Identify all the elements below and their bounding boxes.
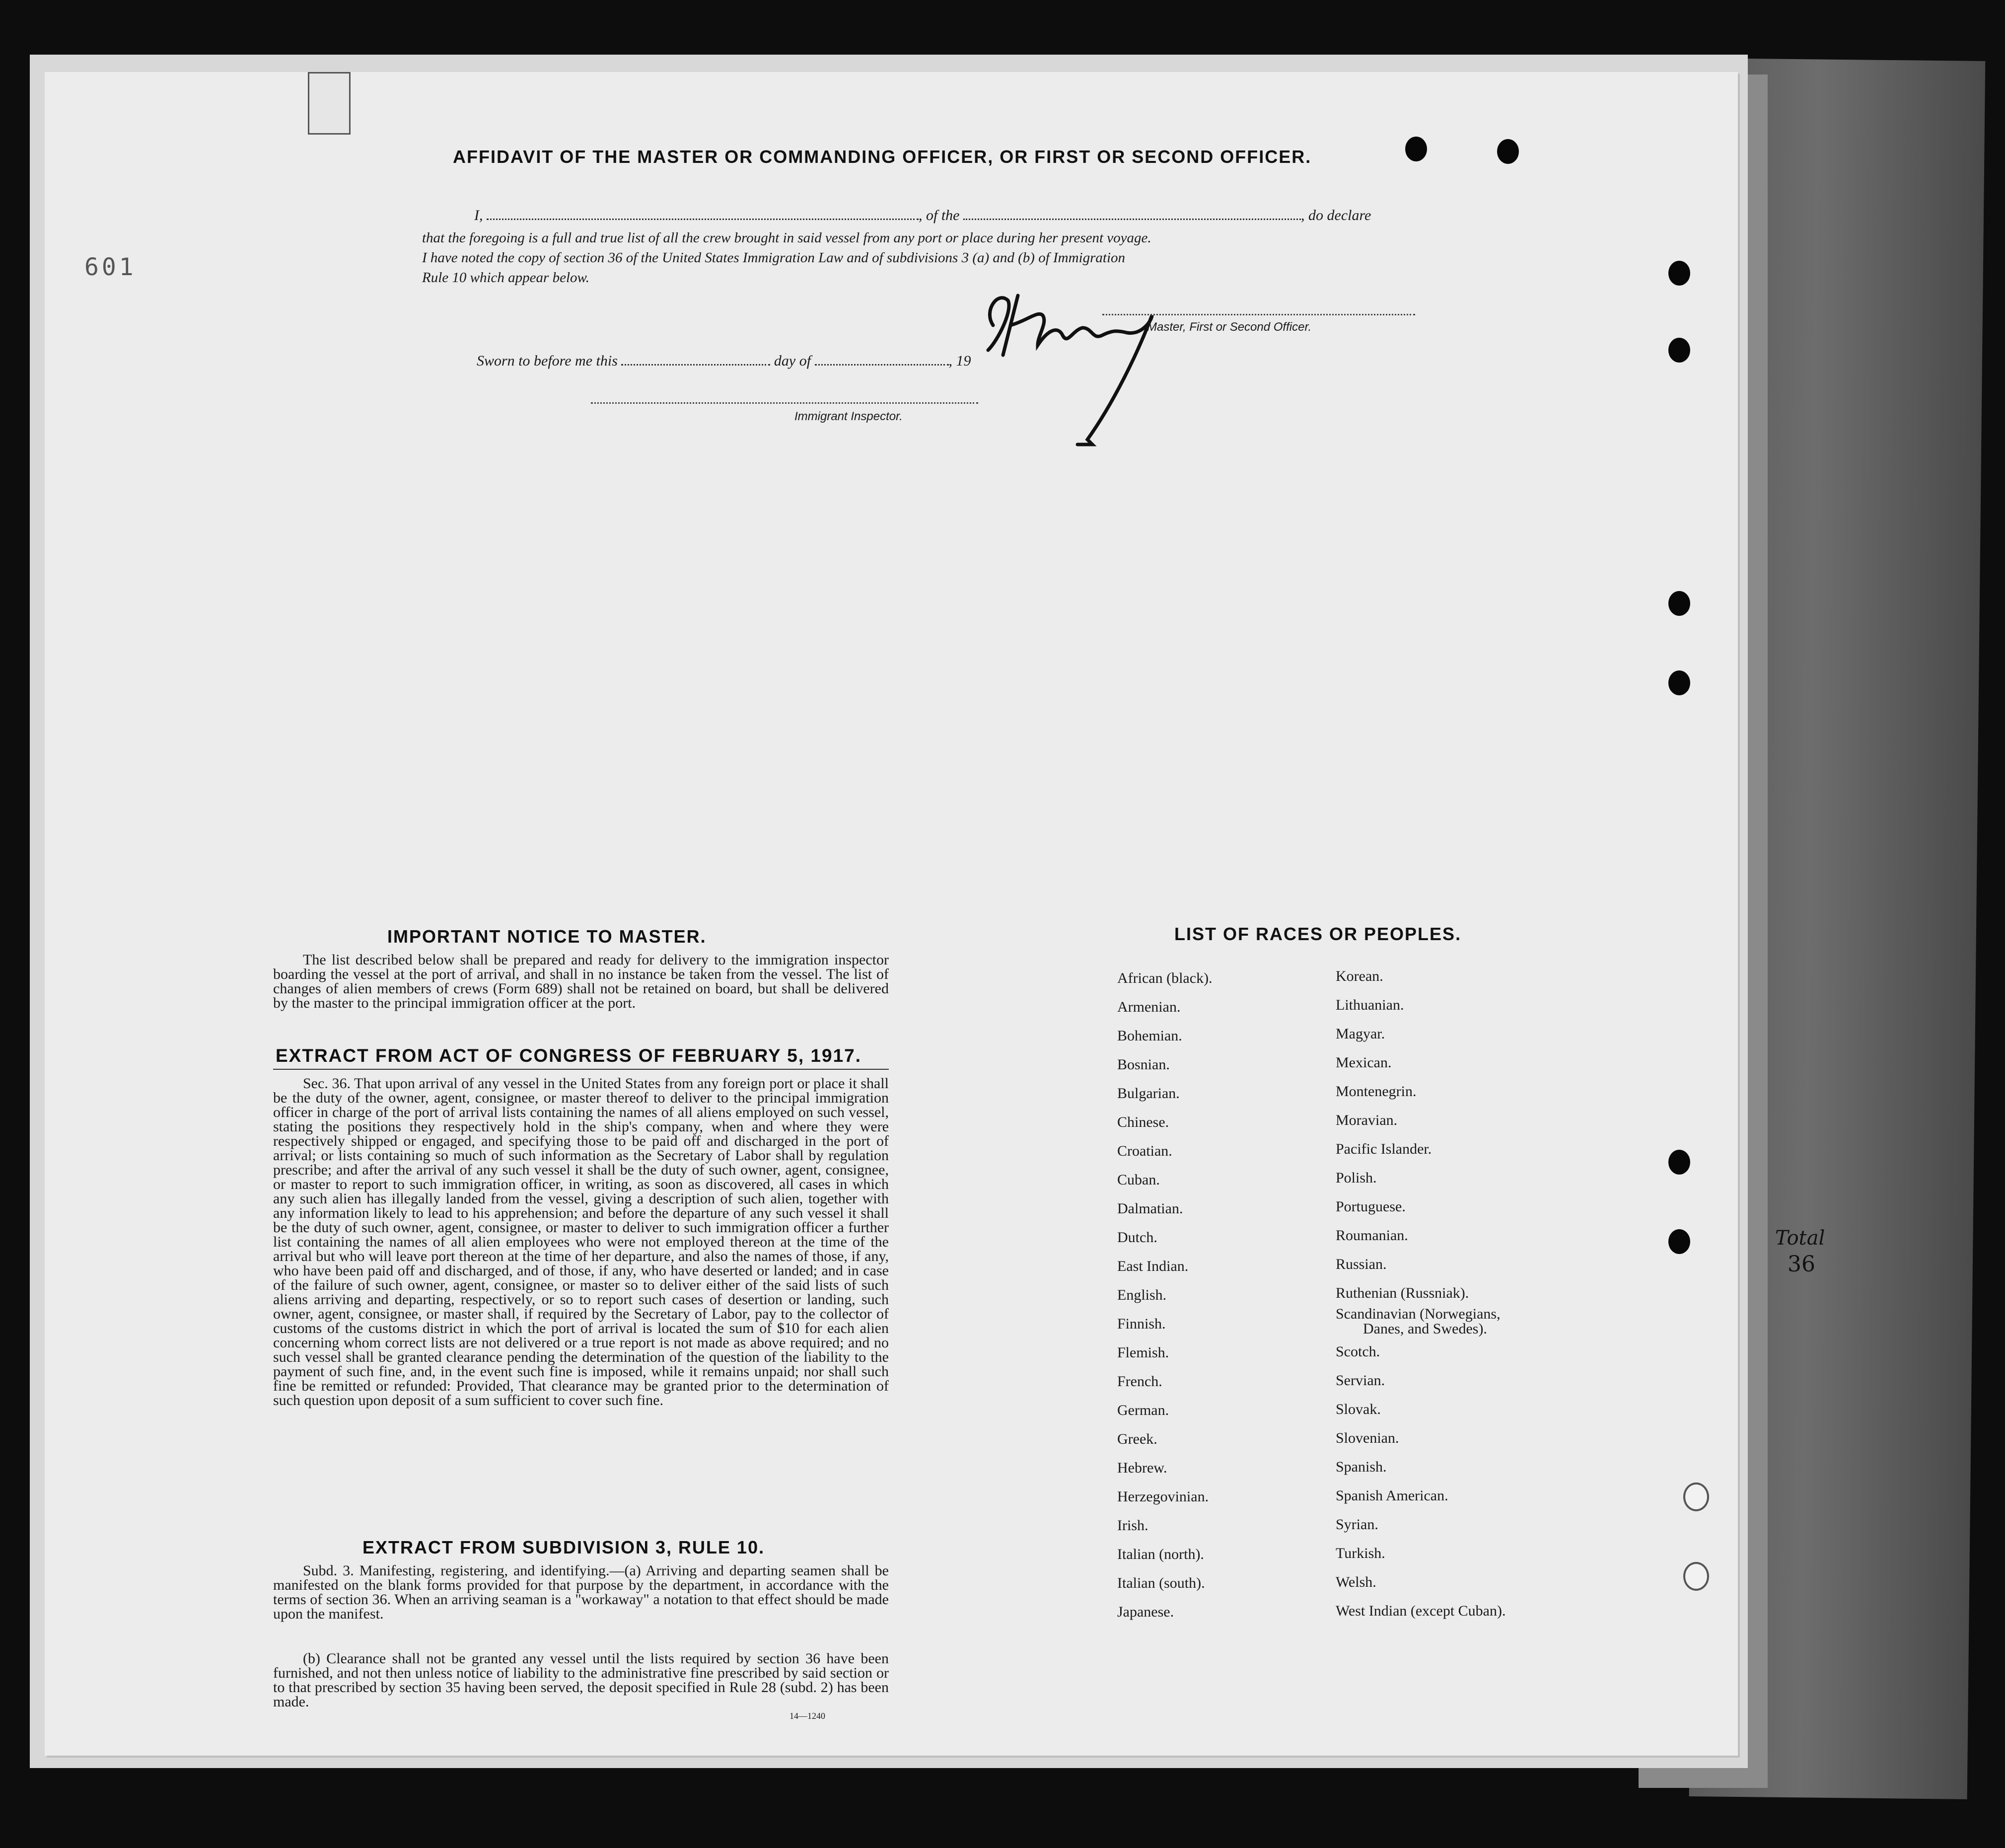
race-item: Bohemian.: [1117, 1028, 1182, 1044]
race-item: Hebrew.: [1117, 1460, 1167, 1476]
binder-hole: [1497, 139, 1519, 164]
race-item: Chinese.: [1117, 1114, 1169, 1130]
master-label: Master, First or Second Officer.: [1147, 320, 1312, 334]
race-item: Herzegovinian.: [1117, 1488, 1209, 1505]
races-title: LIST OF RACES OR PEOPLES.: [1174, 924, 1462, 944]
vessel-field: [963, 219, 1301, 220]
sworn-text: Sworn to before me this: [477, 353, 618, 369]
affidavit-of-the: , of the: [919, 207, 960, 223]
race-item: Cuban.: [1117, 1172, 1160, 1188]
race-item: Portuguese.: [1336, 1198, 1406, 1215]
race-item: East Indian.: [1117, 1258, 1189, 1274]
race-item: Irish.: [1117, 1517, 1148, 1534]
affidavit-declare: , do declare: [1301, 207, 1371, 223]
race-item: Welsh.: [1336, 1574, 1376, 1590]
inspector-label: Immigrant Inspector.: [794, 410, 903, 423]
day-of-text: day of: [774, 353, 811, 369]
binder-hole: [1683, 1482, 1709, 1511]
binder-hole: [1668, 1229, 1690, 1254]
race-item: Magyar.: [1336, 1026, 1385, 1042]
document-page: [45, 72, 1738, 1756]
race-item: Russian.: [1336, 1256, 1387, 1272]
inspector-line: [591, 402, 978, 404]
year-text: , 19: [948, 353, 971, 369]
affidavit-line1: [474, 207, 1371, 224]
race-item: Bosnian.: [1117, 1056, 1170, 1073]
rule-text-b: (b) Clearance shall not be granted any vessel until the lists required by section 36 have been furnished, and not then unless notice of liability to the administrative fine prescribed by said section or to that prescribed by section 35 having been served, the deposit specified in Rule 28 (subd. 2) has been made.: [273, 1650, 889, 1710]
notice-text: The list described below shall be prepared and ready for delivery to the immigration inspector boarding the vessel at the port of arrival, and shall in no instance be taken from the vessel. The list of changes of alien members of crews (Form 689) shall not be retained on board, but shall be delivered by the master to the principal immigration officer at the port.: [273, 952, 889, 1011]
race-item: Spanish American.: [1336, 1487, 1448, 1504]
race-item: Italian (north).: [1117, 1546, 1204, 1562]
race-item: Greek.: [1117, 1431, 1157, 1447]
binder-hole: [1683, 1562, 1709, 1591]
rule-title: EXTRACT FROM SUBDIVISION 3, RULE 10.: [362, 1537, 765, 1557]
act-text: Sec. 36. That upon arrival of any vessel in the United States from any foreign port or place it shall be the duty of the owner, agent, consignee, or master thereof to deliver to the principal immigration officer in charge of the port of arrival lists containing the names of all aliens employed on such vessel, stating the positions they respectively hold in the ship's company, when and where they were respectively shipped or engaged, and specifying those to be paid off and discharged in the port of arrival; or lists containing so much of such information as the Secretary of Labor shall by regulation prescribe; and after the arrival of any such vessel it shall be the duty of such owner, agent, consignee, or master to report to such immigration officer, in writing, as soon as discovered, all cases in which any such alien has illegally landed from the vessel, giving a description of such alien, together with any information likely to lead to his apprehension; and before the departure of any such vessel it shall be the duty of such owner, agent, consignee, or master to deliver to such immigration officer a further list containing the names of all alien employees who were not employed thereon at the time of the arrival but who will leave port thereon at the time of her departure, and also the names of those, if any, who have been paid off and discharged, and of those, if any, who have deserted or landed; and in case of the failure of such owner, agent, consignee, or master so to deliver either of the said lists of such aliens arriving and departing, respectively, or so to report such cases of desertion or landing, such owner, agent, consignee, or master shall, if required by the Secretary of Labor, pay to the collector of customs of the customs district in which the port of arrival is located the sum of $10 for each alien concerning whom correct lists are not delivered or a true report is not made as above required; and no such vessel shall be granted clearance pending the determination of the question of the liability to the payment of such fine, and, in the event such fine is imposed, while it remains unpaid; nor shall such fine be remitted or refunded: Provided, That clearance may be granted prior to the determination of such question upon deposit of a sum sufficient to cover such fine.: [273, 1075, 889, 1408]
race-item: German.: [1117, 1402, 1169, 1418]
race-item: Montenegrin.: [1336, 1083, 1417, 1100]
race-item: Italian (south).: [1117, 1575, 1205, 1591]
race-item: Roumanian.: [1336, 1227, 1408, 1244]
race-item: Lithuanian.: [1336, 997, 1404, 1013]
page-number: 601: [84, 253, 137, 281]
race-item: Croatian.: [1117, 1143, 1172, 1159]
race-item: Scotch.: [1336, 1343, 1380, 1360]
binder-hole: [1668, 670, 1690, 695]
affidavit-i: I,: [474, 207, 483, 223]
act-title-rule: [273, 1069, 889, 1070]
name-field: [487, 219, 919, 220]
binder-hole: [1668, 1150, 1690, 1175]
race-item: Flemish.: [1117, 1344, 1169, 1361]
rule-text-a: Subd. 3. Manifesting, registering, and identifying.—(a) Arriving and departing seamen shall be manifested on the blank forms provided for that purpose by the department, in accordance with the terms of section 36. When an arriving seaman is a "workaway" a notation to that effect should be made upon the manifest.: [273, 1562, 889, 1622]
race-item: Bulgarian.: [1117, 1085, 1180, 1102]
race-item: Dalmatian.: [1117, 1200, 1183, 1217]
form-number: 14—1240: [789, 1711, 825, 1721]
race-item: Turkish.: [1336, 1545, 1385, 1561]
race-item: Japanese.: [1117, 1604, 1174, 1620]
race-item: Armenian.: [1117, 999, 1181, 1015]
month-field: [815, 364, 949, 366]
binder-hole: [1668, 591, 1690, 616]
race-item: Syrian.: [1336, 1516, 1378, 1533]
affidavit-title: AFFIDAVIT OF THE MASTER OR COMMANDING OFFICER, OR FIRST OR SECOND OFFICER.: [453, 147, 1312, 167]
race-item: Scandinavian (Norwegians,: [1336, 1306, 1501, 1322]
race-item: West Indian (except Cuban).: [1336, 1603, 1506, 1619]
race-item: Spanish.: [1336, 1459, 1387, 1475]
race-item: French.: [1117, 1373, 1162, 1390]
sworn-day-field: [621, 364, 770, 366]
page-tab: [308, 72, 351, 135]
master-line: [1102, 314, 1415, 315]
master-signature: [963, 281, 1241, 459]
race-item: Pacific Islander.: [1336, 1141, 1432, 1157]
race-item: Servian.: [1336, 1372, 1385, 1389]
act-title: EXTRACT FROM ACT OF CONGRESS OF FEBRUARY 5, 1917.: [276, 1045, 862, 1066]
affidavit-line2: that the foregoing is a full and true list of all the crew brought in said vessel from any port or place during her present voyage.: [422, 230, 1151, 246]
sworn-line: [477, 353, 971, 370]
race-item: Polish.: [1336, 1170, 1377, 1186]
margin-total-value: 36: [1788, 1252, 1815, 1277]
race-item: Mexican.: [1336, 1054, 1392, 1071]
binder-hole: [1668, 338, 1690, 363]
margin-total-label: Total: [1775, 1227, 1825, 1250]
race-item: Finnish.: [1117, 1316, 1166, 1332]
race-item: Ruthenian (Russniak).: [1336, 1285, 1469, 1301]
affidavit-line3: I have noted the copy of section 36 of the United States Immigration Law and of subdivisions 3 (a) and (b) of Immigration: [422, 250, 1126, 266]
race-item: Dutch.: [1117, 1229, 1157, 1246]
race-item: Slovak.: [1336, 1401, 1381, 1417]
notice-title: IMPORTANT NOTICE TO MASTER.: [387, 926, 707, 947]
binder-hole: [1405, 137, 1427, 161]
affidavit-line4: Rule 10 which appear below.: [422, 270, 589, 286]
race-item: Korean.: [1336, 968, 1383, 984]
race-item: English.: [1117, 1287, 1167, 1303]
race-item: Slovenian.: [1336, 1430, 1399, 1446]
race-item: Moravian.: [1336, 1112, 1398, 1128]
binder-hole: [1668, 261, 1690, 286]
race-item: African (black).: [1117, 970, 1213, 986]
race-item: Danes, and Swedes).: [1363, 1321, 1487, 1337]
